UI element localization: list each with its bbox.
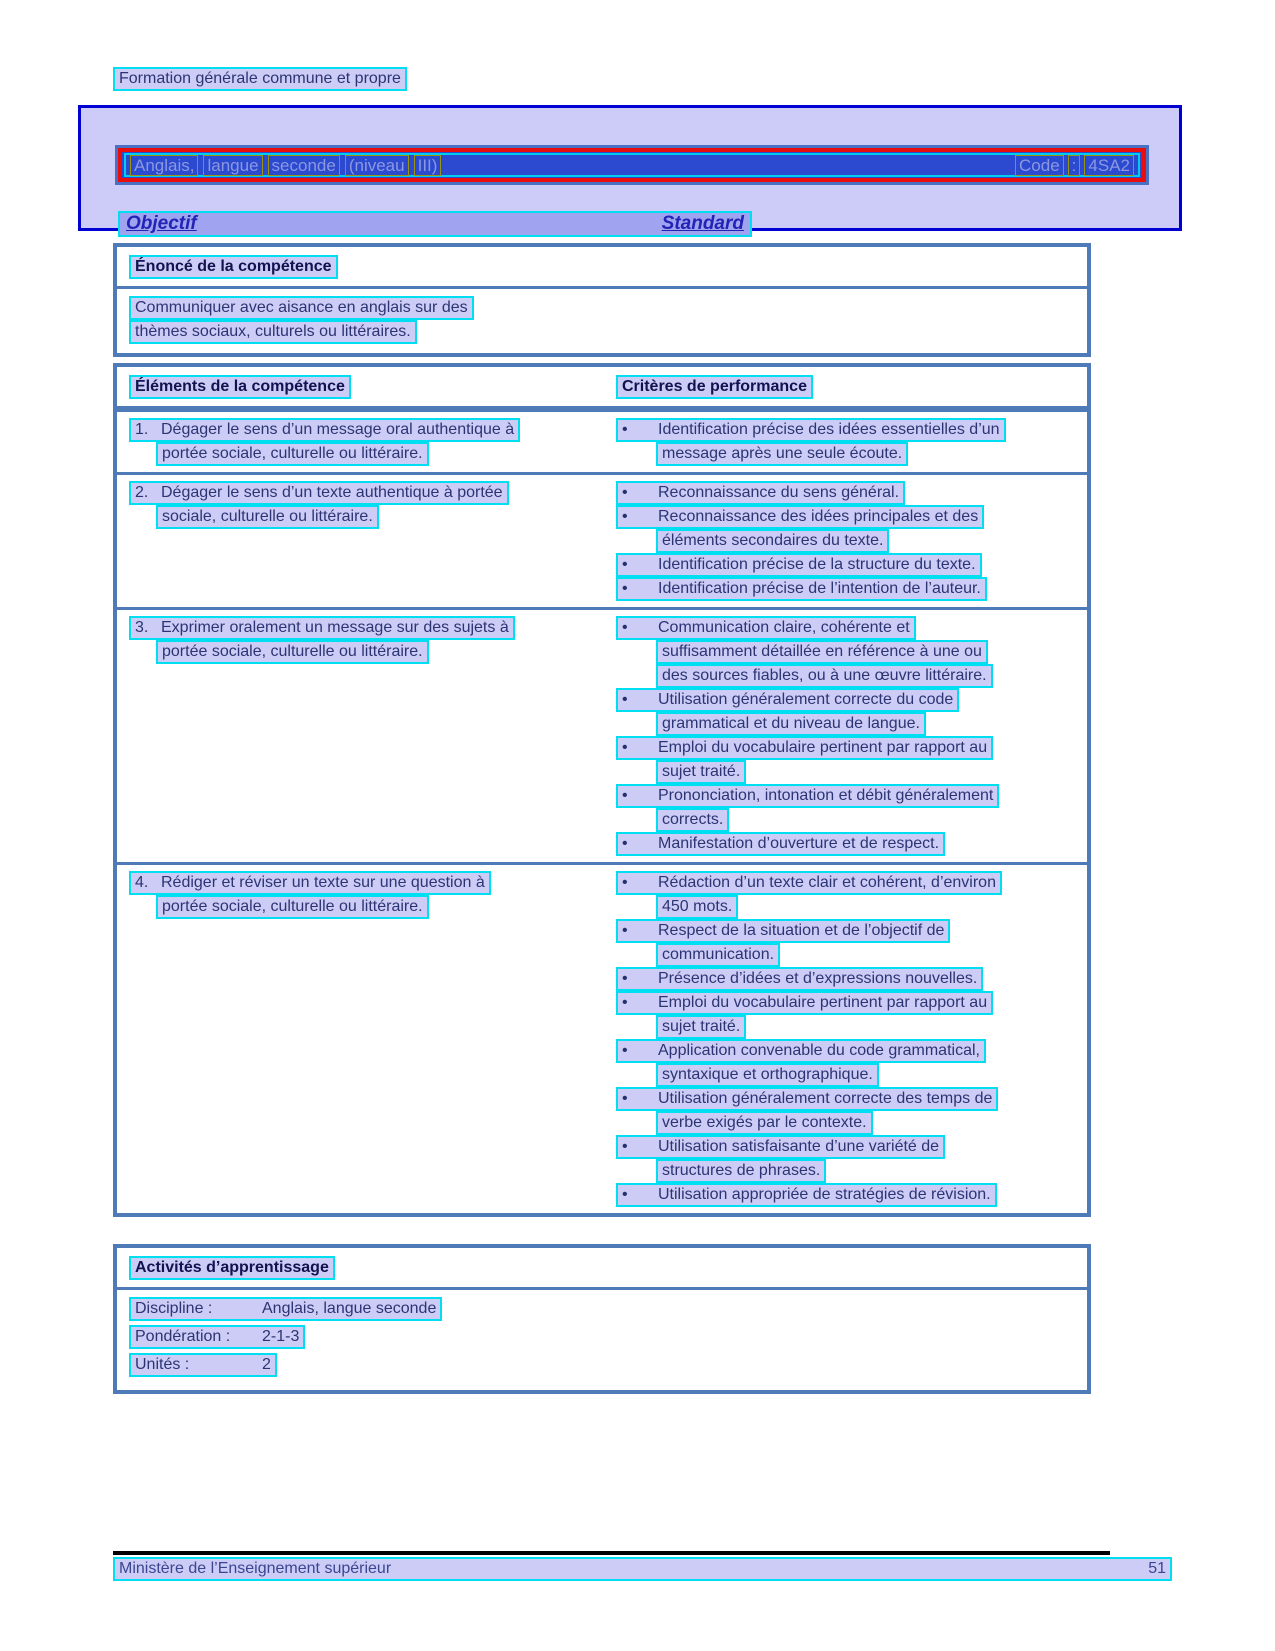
bullet-icon: • [622, 508, 628, 525]
activites-table-body [117, 1290, 1087, 1390]
text-line [129, 616, 600, 640]
table-row [117, 862, 1087, 1213]
title-word: III) [414, 155, 442, 176]
text-line [656, 712, 1073, 736]
item-number: 4. [135, 874, 149, 891]
criteria-cell [600, 412, 1087, 472]
criteria-text: Identification précise de l’intention de l’auteur. [658, 580, 981, 597]
criteria-text: des sources fiables, ou à une œuvre littéraire. [656, 664, 993, 688]
field-value: Anglais, langue seconde [262, 1300, 437, 1317]
criteria-text: communication. [656, 943, 780, 967]
criteria-text: Application convenable du code grammatical, [658, 1042, 980, 1059]
course-title-bar [115, 145, 1149, 185]
text-line [616, 871, 1073, 895]
text-line [129, 871, 600, 895]
criteria-text: sujet traité. [656, 760, 746, 784]
criteria-text: Manifestation d’ouverture et de respect. [658, 835, 940, 852]
criteria-text: Respect de la situation et de l’objectif de [658, 922, 945, 939]
bullet-icon: • [622, 691, 628, 708]
table-row [117, 409, 1087, 472]
element-text: Rédiger et réviser un texte sur une question à [161, 874, 485, 891]
criteria-text: sujet traité. [656, 1015, 746, 1039]
item-number: 1. [135, 421, 149, 438]
text-line [616, 991, 1073, 1015]
element-cell [117, 865, 600, 1213]
text-line [129, 1297, 1087, 1325]
text-line [616, 832, 1073, 856]
criteria-text: Emploi du vocabulaire pertinent par rapport au [658, 994, 988, 1011]
criteria-text: Présence d’idées et d’expressions nouvelles. [658, 970, 978, 987]
enonce-table-body [117, 289, 1087, 353]
criteria-text: suffisamment détaillée en référence à une ou [656, 640, 988, 664]
field-label: Discipline : [135, 1300, 213, 1317]
text-line [616, 553, 1073, 577]
criteria-text: Emploi du vocabulaire pertinent par rapport au [658, 739, 988, 756]
title-bar-red-frame [118, 148, 1146, 182]
text-line [616, 481, 1073, 505]
element-cell [117, 475, 600, 607]
item-number: 2. [135, 484, 149, 501]
text-line: thèmes sociaux, culturels ou littéraires. [129, 320, 1087, 344]
criteria-text: Prononciation, intonation et débit généralement [658, 787, 994, 804]
text-line [156, 505, 600, 529]
criteria-text: Identification précise de la structure du texte. [658, 556, 976, 573]
title-word: (niveau [345, 155, 409, 176]
bullet-icon: • [622, 1186, 628, 1203]
elements-header-cell: Éléments de la compétence [117, 375, 600, 399]
item-number: 3. [135, 619, 149, 636]
criteria-text: grammatical et du niveau de langue. [656, 712, 926, 736]
criteria-text: structures de phrases. [656, 1159, 826, 1183]
bullet-icon: • [622, 970, 628, 987]
activites-table [113, 1244, 1091, 1394]
criteria-cell [600, 610, 1087, 862]
course-code [1011, 155, 1134, 176]
text-line [616, 1087, 1073, 1111]
criteria-text: Communication claire, cohérente et [658, 619, 910, 636]
element-text: portée sociale, culturelle ou littéraire. [156, 640, 429, 664]
title-word: seconde [268, 155, 340, 176]
field-value: 2 [262, 1356, 271, 1373]
text-line [656, 1111, 1073, 1135]
enonce-table [113, 243, 1091, 357]
element-cell [117, 610, 600, 862]
text-line [129, 481, 600, 505]
criteria-text: Utilisation généralement correcte du code [658, 691, 954, 708]
criteria-text: message après une seule écoute. [656, 442, 908, 466]
text-line [129, 1325, 1087, 1353]
text-line [616, 967, 1073, 991]
element-text: Exprimer oralement un message sur des sujets à [161, 619, 509, 636]
criteria-text: Identification précise des idées essentielles d’un [658, 421, 1000, 438]
element-text: Dégager le sens d’un texte authentique à portée [161, 484, 503, 501]
bullet-icon: • [622, 739, 628, 756]
header-box [78, 105, 1182, 234]
text-line [156, 640, 600, 664]
running-head [113, 67, 407, 91]
bullet-icon: • [622, 556, 628, 573]
criteria-text: Utilisation satisfaisante d’une variété de [658, 1138, 940, 1155]
criteria-text: Utilisation appropriée de stratégies de révision. [658, 1186, 991, 1203]
text-line [656, 760, 1073, 784]
activites-header-text: Activités d’apprentissage [129, 1256, 335, 1280]
course-title [130, 155, 446, 176]
bullet-icon: • [622, 484, 628, 501]
competence-table-header [117, 367, 1087, 409]
text-line [656, 1015, 1073, 1039]
activites-table-header [117, 1248, 1087, 1290]
bullet-icon: • [622, 619, 628, 636]
criteria-text: 450 mots. [656, 895, 738, 919]
text-line [656, 640, 1073, 664]
running-head-text: Formation générale commune et propre [113, 67, 407, 91]
footer [113, 1557, 1172, 1581]
enonce-table-header [117, 247, 1087, 289]
footer-text: Ministère de l’Enseignement supérieur [119, 1560, 392, 1577]
text-line [656, 943, 1073, 967]
table-row [117, 472, 1087, 607]
bullet-icon: • [622, 1042, 628, 1059]
text-line [616, 784, 1073, 808]
bullet-icon: • [622, 1138, 628, 1155]
field-label: Pondération : [135, 1328, 231, 1345]
criteria-text: Reconnaissance des idées principales et des [658, 508, 979, 525]
element-text: portée sociale, culturelle ou littéraire. [156, 895, 429, 919]
text-line [129, 418, 600, 442]
criteria-cell [600, 475, 1087, 607]
text-line [616, 616, 1073, 640]
element-cell [117, 412, 600, 472]
bullet-icon: • [622, 994, 628, 1011]
text-line [129, 1353, 1087, 1381]
code-word: Code [1015, 155, 1064, 176]
text-line [156, 442, 600, 466]
criteria-text: Utilisation généralement correcte des temps de [658, 1090, 993, 1107]
criteria-text: éléments secondaires du texte. [656, 529, 889, 553]
bullet-icon: • [622, 1090, 628, 1107]
code-word: : [1068, 155, 1081, 176]
text-line [616, 505, 1073, 529]
bullet-icon: • [622, 580, 628, 597]
text-line [616, 919, 1073, 943]
enonce-header-text: Énoncé de la compétence [129, 255, 338, 279]
title-line-box [124, 153, 1140, 177]
bullet-icon: • [622, 787, 628, 804]
element-text: Dégager le sens d’un message oral authentique à [161, 421, 515, 438]
objectif-label: Objectif [126, 213, 197, 234]
title-word: Anglais, [130, 155, 198, 176]
text-line [656, 895, 1073, 919]
text-line [656, 442, 1073, 466]
footer-rule [113, 1551, 1110, 1555]
field-value: 2-1-3 [262, 1328, 300, 1345]
text-line: Communiquer avec aisance en anglais sur des [129, 296, 1087, 320]
criteria-text: syntaxique et orthographique. [656, 1063, 879, 1087]
text-line [616, 1039, 1073, 1063]
title-word: langue [203, 155, 262, 176]
element-text: sociale, culturelle ou littéraire. [156, 505, 379, 529]
bullet-icon: • [622, 922, 628, 939]
text-line [616, 1183, 1073, 1207]
text-line [656, 1063, 1073, 1087]
competence-table [113, 363, 1091, 1217]
table-row [117, 607, 1087, 862]
text-line [616, 418, 1073, 442]
text-line [656, 664, 1073, 688]
bullet-icon: • [622, 835, 628, 852]
text-line [656, 529, 1073, 553]
text-line [656, 808, 1073, 832]
code-word: 4SA2 [1084, 155, 1134, 176]
bullet-icon: • [622, 874, 628, 891]
text-line [616, 688, 1073, 712]
objectif-standard-heading [118, 211, 752, 237]
text-line [616, 736, 1073, 760]
criteria-text: verbe exigés par le contexte. [656, 1111, 873, 1135]
text-line [656, 1159, 1073, 1183]
criteria-text: corrects. [656, 808, 729, 832]
element-text: portée sociale, culturelle ou littéraire. [156, 442, 429, 466]
field-label: Unités : [135, 1356, 190, 1373]
text-line [616, 1135, 1073, 1159]
criteria-cell [600, 865, 1087, 1213]
text-line [616, 577, 1073, 601]
criteria-text: Reconnaissance du sens général. [658, 484, 900, 501]
criteria-text: Rédaction d’un texte clair et cohérent, d’environ [658, 874, 996, 891]
standard-label: Standard [661, 213, 744, 234]
criteres-header-cell: Critères de performance [600, 375, 1087, 399]
bullet-icon: • [622, 421, 628, 438]
page-number: 51 [1148, 1560, 1166, 1577]
text-line [156, 895, 600, 919]
